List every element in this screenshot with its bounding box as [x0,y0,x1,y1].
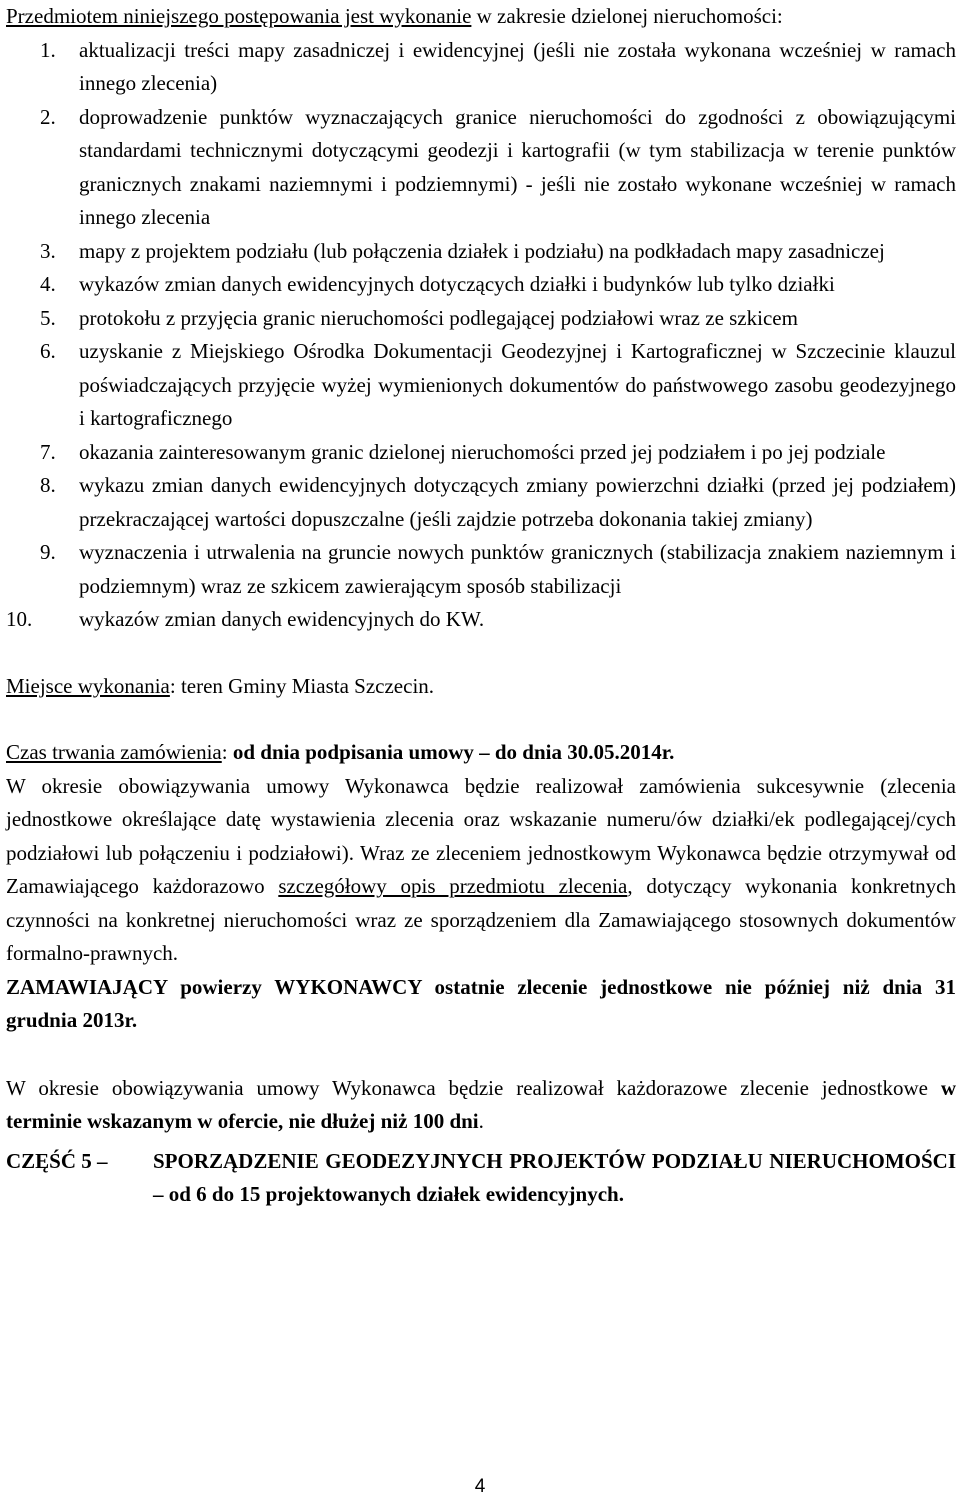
list-number: 4. [40,272,56,296]
deadline-text-after: . [478,1109,484,1133]
list-item [6,101,956,235]
scope-list [6,34,956,637]
list-number: 6. [40,339,56,363]
duration-label: Czas trwania zamówienia [6,740,222,764]
list-number: 1. [40,37,56,62]
last-order-paragraph: ZAMAWIAJĄCY powierzy WYKONAWCY ostatnie zlecenie jednostkowe nie później niż dnia 31 grudnia 2013r. [6,974,956,1032]
deadline-text-before: W okresie obowiązywania umowy Wykonawca będzie realizował każdorazowe zlecenie jednostkowe [6,1075,941,1100]
intro-underlined: Przedmiotem niniejszego postępowania jest wykonanie [6,4,472,28]
list-number: 7. [40,439,56,464]
list-item [6,302,956,336]
list-number: 3. [40,238,56,263]
spacer [6,1038,956,1072]
list-number: 2. [40,104,56,129]
list-text: wykazów zmian danych ewidencyjnych do KW. [79,607,485,631]
list-number: 9. [40,540,56,564]
location-label: Miejsce wykonania [6,673,170,698]
spacer [6,703,956,736]
duration-value: od dnia podpisania umowy – do dnia 30.05.2014r. [232,740,675,764]
list-item [6,536,956,603]
orders-text-before: W okresie obowiązywania umowy Wykonawca będzie realizował zamówienia sukcesywnie (zlecenia jednostkowe określające datę wystawienia zlecenia oraz wskazanie numeru/ów działki/ek podlegającej/cych podziałowi lub połączeniu i podziałowi). Wraz ze zleceniem jednostkowym Wykonawca będzie otrzymywał od Zamawiającego każdorazowo [6,773,956,898]
list-number: 5. [40,305,56,330]
list-text: wyznaczenia i utrwalenia na gruncie nowych punktów granicznych (stabilizacja znakiem naziemnym i podziemnym) wraz ze szkicem zawierającym sposób stabilizacji [79,540,956,598]
list-item [6,268,956,302]
location-text: : teren Gminy Miasta Szczecin. [169,673,435,698]
list-text: uzyskanie z Miejskiego Ośrodka Dokumentacji Geodezyjnej i Kartograficznej w Szczecinie klauzul poświadczających przyjęcie wyżej wymienionych dokumentów do państwowego zasobu geodezyjnego i kartograficznego [79,339,956,430]
list-item [6,603,956,637]
list-text: protokołu z przyjęcia granic nieruchomości podlegającej podziałowi wraz ze szkicem [79,305,798,330]
duration-paragraph [6,736,956,770]
list-text: wykazu zmian danych ewidencyjnych dotyczących zmiany powierzchni działki (przed jej podziałem) przekraczającej wartości dopuszczalne (jeśli zajdzie potrzeba dokonania takiej zmiany) [79,473,956,531]
list-item [6,436,956,470]
orders-paragraph [6,770,956,971]
orders-text-after: , dotyczący wykonania konkretnych czynności na konkretnej nieruchomości wraz ze sporządzeniem dla Zamawiającego stosownych dokumentów formalno-prawnych. [6,874,956,965]
list-item [6,34,956,101]
list-text: mapy z projektem podziału (lub połączenia działek i podziału) na podkładach mapy zasadniczej [79,238,885,263]
orders-underlined: szczegółowy opis przedmiotu zlecenia [278,874,628,898]
part-5-label: CZĘŚĆ 5 – [6,1148,108,1173]
list-text: aktualizacji treści mapy zasadniczej i ewidencyjnej (jeśli nie została wykonana wcześniej w ramach innego zlecenia) [79,37,956,95]
location-paragraph [6,670,956,704]
page-number: 4 [474,1476,486,1497]
intro-paragraph [6,0,956,34]
list-text: okazania zainteresowanym granic dzielonej nieruchomości przed jej podziałem i po jej podziale [79,439,886,464]
list-text: wykazów zmian danych ewidencyjnych dotyczących działki i budynków lub tylko działki [79,272,835,296]
deadline-paragraph [6,1072,956,1139]
list-number: 10. [6,607,33,631]
part-5-heading [6,1145,956,1212]
list-item [6,235,956,269]
list-item [6,469,956,536]
duration-colon: : [221,740,233,764]
document-page [6,0,956,1212]
intro-rest: w zakresie dzielonej nieruchomości: [471,4,783,28]
list-text: doprowadzenie punktów wyznaczających granice nieruchomości do zgodności z obowiązującymi standardami technicznymi dotyczącymi geodezji i kartografii (w tym stabilizacja w terenie punktów granicznych znakami naziemnymi i podziemnymi) - jeśli nie zostało wykonane wcześniej w ramach innego zlecenia [79,104,956,229]
part-5-title: SPORZĄDZENIE GEODEZYJNYCH PROJEKTÓW PODZIAŁU NIERUCHOMOŚCI – od 6 do 15 projektowanych działek ewidencyjnych. [153,1148,956,1206]
list-item [6,335,956,436]
deadline-bold: w terminie wskazanym w ofercie, nie dłużej niż 100 dni [6,1075,956,1133]
spacer [6,637,956,670]
list-number: 8. [40,473,56,497]
